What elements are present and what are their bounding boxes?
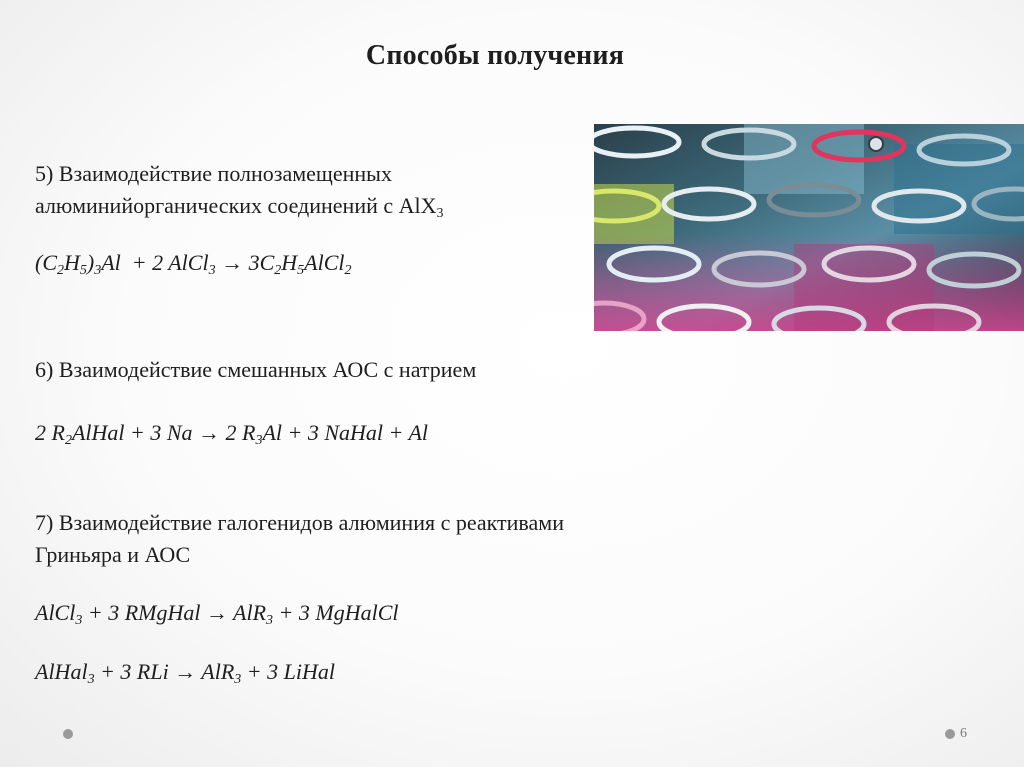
section5-heading-line2: алюминийорганических соединений с AlX$_3$ bbox=[35, 193, 444, 221]
section6-heading: 6) Взаимодействие смешанных АОС с натрием bbox=[35, 357, 477, 382]
section7-equation1: AlCl$_3$ + 3 RMgHal → AlR$_3$ + 3 MgHalCl bbox=[35, 600, 399, 628]
test-tubes-photo bbox=[594, 124, 1024, 331]
section7-heading-line2: Гриньяра и АОС bbox=[35, 542, 191, 567]
section7-heading bbox=[35, 507, 564, 571]
section7-heading-line1: 7) Взаимодействие галогенидов алюминия с реактивами bbox=[35, 510, 564, 535]
page-number: 6 bbox=[960, 726, 967, 741]
nav-dot-left[interactable] bbox=[63, 729, 73, 739]
section6-equation: 2 $R_2AlHal + 3$ Na → 2 $R_3Al + 3$ NaHal + Al bbox=[35, 420, 429, 448]
section5-heading-line1: 5) Взаимодействие полнозамещенных bbox=[35, 161, 392, 186]
nav-dot-right[interactable] bbox=[945, 729, 955, 739]
section5-equation: $(C_2H_5)_3Al + 2$ AlCl$_3$ → $3C_2H_5AlCl_2$ bbox=[35, 250, 352, 278]
section5-heading bbox=[35, 158, 444, 222]
slide-title: Способы получения bbox=[365, 40, 625, 71]
section7-equation2: AlHal$_3$ + 3 RLi → AlR$_3$ + 3 LiHal bbox=[35, 659, 335, 687]
